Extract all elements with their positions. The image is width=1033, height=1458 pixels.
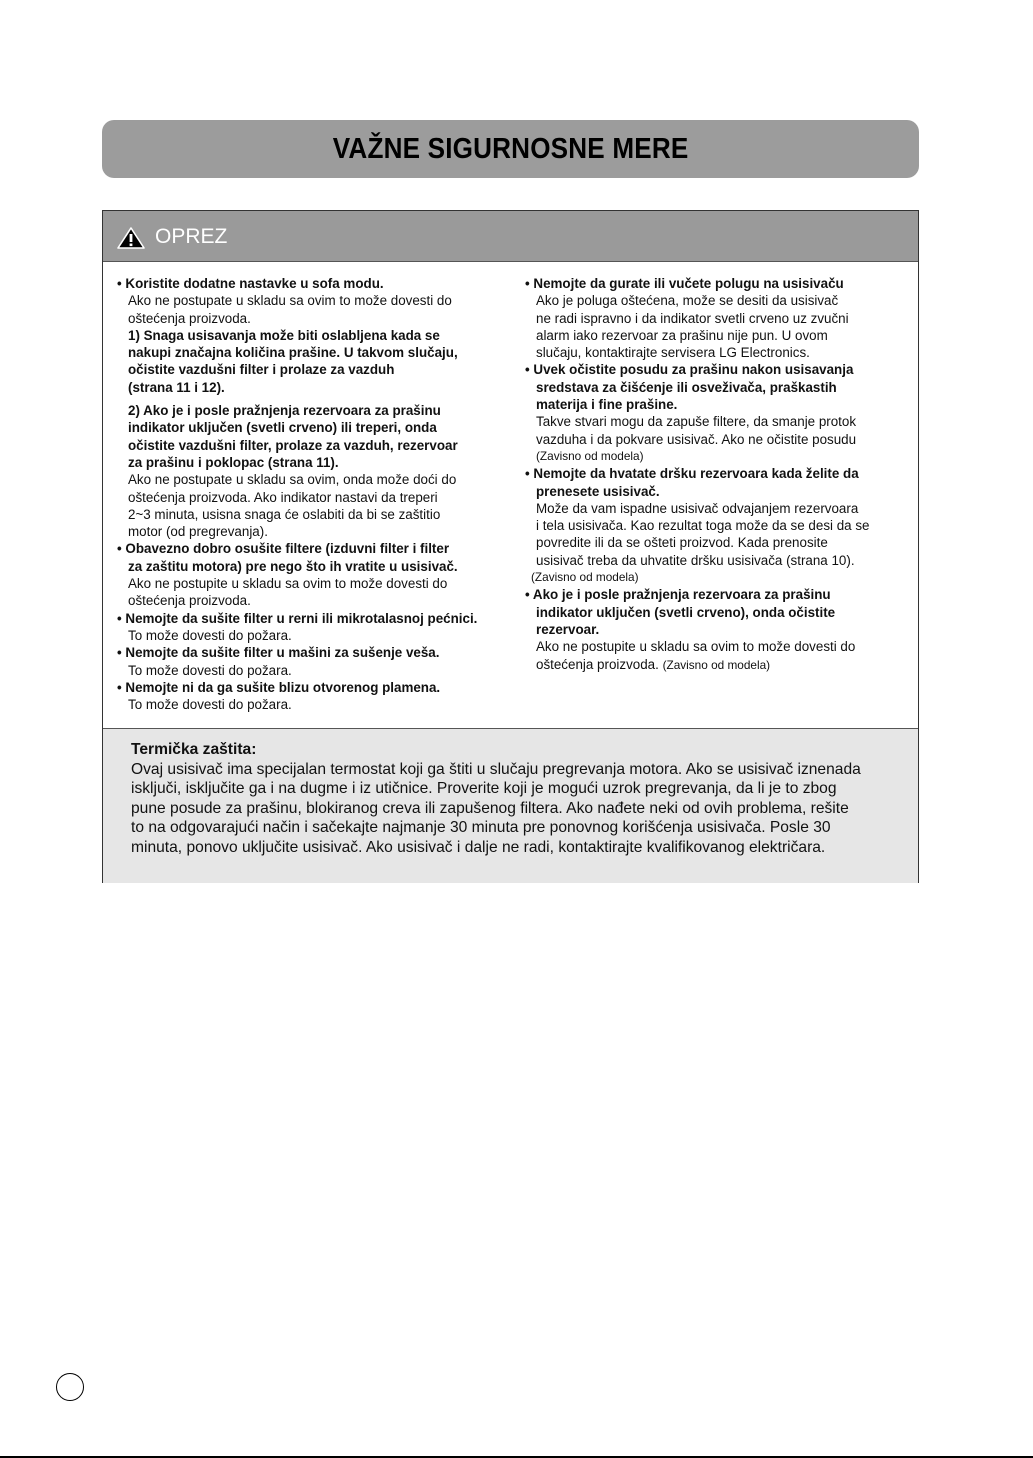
list-item-heading: materija i fine prašine. <box>536 397 678 413</box>
list-item-text: Ako ne postupate u skladu sa ovim, onda može doći do <box>128 472 457 488</box>
list-item-text: slučaju, kontaktirajte servisera LG Electronics. <box>536 345 810 361</box>
list-item-text: ne radi ispravno i da indikator svetli crveno uz zvučni <box>536 310 849 326</box>
list-item-heading: • Uvek očistite posudu za prašinu nakon usisavanja <box>525 362 854 378</box>
caution-box <box>102 210 919 883</box>
list-item-text: oštećenja proizvoda. Ako indikator nastavi da treperi <box>128 489 438 505</box>
list-item-text: To može dovesti do požara. <box>128 662 292 678</box>
list-item-text: vazduha i da pokvare usisivač. Ako ne očistite posudu <box>536 431 857 447</box>
list-item-text: 2~3 minuta, usisna snaga će oslabiti da bi se zaštitio <box>128 506 441 522</box>
list-item-heading: rezervoar. <box>536 621 600 637</box>
list-item-heading: • Obavezno dobro osušite filtere (izduvni filter i filter <box>117 541 450 557</box>
list-item-text: i tela usisivača. Kao rezultat toga može da se desi da se <box>536 518 870 534</box>
list-item-text: Ako ne postupite u skladu sa ovim to može dovesti do <box>536 639 856 655</box>
list-item-heading: • Koristite dodatne nastavke u sofa modu. <box>117 276 384 291</box>
list-item-heading: • Nemojte da sušite filter u mašini za sušenje veša. <box>117 645 440 661</box>
list-item-text-span: oštećenja proizvoda. <box>536 656 659 672</box>
thermal-text: pune posude za prašinu, blokiranog creva ili zapušenog filtera. Ako nađete neki od ovih problema, rešite <box>131 799 849 817</box>
caution-label: OPREZ <box>155 225 228 248</box>
thermal-text: to na odgovarajući način i sačekajte najmanje 30 minuta pre ponovnog korišćenja usisivača. Posle 30 <box>131 819 831 837</box>
model-note: (Zavisno od modela) <box>536 448 644 463</box>
list-item-heading: • Nemojte da sušite filter u rerni ili mikrotalasnoj pećnici. <box>117 610 478 626</box>
model-note: (Zavisno od modela) <box>531 570 639 585</box>
thermal-text: Ovaj usisivač ima specijalan termostat koji ga štiti u slučaju pregrevanja motora. Ako se usisivač iznenada <box>131 760 861 778</box>
list-item-heading: indikator uključen (svetli crveno), onda očistite <box>536 604 836 620</box>
list-item-subpoint: za prašinu i poklopac (strana 11). <box>128 454 339 470</box>
list-item-heading: • Nemojte ni da ga sušite blizu otvorenog plamena. <box>117 679 441 695</box>
page-title: VAŽNE SIGURNOSNE MERE <box>332 132 689 165</box>
caution-header <box>103 211 918 262</box>
thermal-text: isključi, isključite ga i na dugme i iz utičnice. Proverite koji je mogući uzrok pregrevanja, da li je to zbog <box>131 780 837 798</box>
list-item-text: oštećenja proizvoda. <box>128 310 251 326</box>
thermal-text: minuta, ponovo uključite usisivač. Ako usisivač i dalje ne radi, kontaktirajte kvalifikovanog električara. <box>131 838 826 856</box>
left-column <box>117 275 495 713</box>
list-item-text <box>525 656 907 674</box>
list-item-subpoint: (strana 11 i 12). <box>128 379 225 395</box>
list-item-text: oštećenja proizvoda. <box>128 593 251 609</box>
list-item-text: usisivač treba da uhvatite dršku usisivača (strana 10). <box>536 552 855 568</box>
list-item-heading: • Nemojte da gurate ili vučete polugu na usisivaču <box>525 276 844 291</box>
list-item-subpoint: 2) Ako je i posle pražnjenja rezervoara za prašinu <box>128 403 441 419</box>
list-item-text: povredite ili da se ošteti proizvod. Kada prenosite <box>536 535 828 551</box>
list-item-subpoint: očistite vazdušni filter, prolaze za vazduh, rezervoar <box>128 437 458 453</box>
list-item-heading: prenesete usisivač. <box>536 483 660 499</box>
list-item-subpoint: 1) Snaga usisavanja može biti oslabljena kada se <box>128 327 440 343</box>
warning-triangle-icon <box>117 227 145 249</box>
list-item-subpoint: nakupi značajna količina prašine. U takvom slučaju, <box>128 345 458 361</box>
list-item-text: alarm iako rezervoar za prašinu nije pun. U ovom <box>536 327 828 343</box>
list-item-text: To može dovesti do požara. <box>128 697 292 713</box>
list-item-text: To može dovesti do požara. <box>128 627 292 643</box>
list-item-subpoint: očistite vazdušni filter i prolaze za vazduh <box>128 362 395 378</box>
list-item-text: Ako je poluga oštećena, može se desiti da usisivač <box>536 293 839 309</box>
list-item-text: Može da vam ispadne usisivač odvajanjem rezervoara <box>536 500 859 516</box>
right-column <box>525 275 907 674</box>
list-item-text: Ako ne postupate u skladu sa ovim to može dovesti do <box>128 293 452 309</box>
list-item-text: Takve stvari mogu da zapuše filtere, da smanje protok <box>536 414 857 430</box>
model-note: (Zavisno od modela) <box>662 657 771 672</box>
title-banner <box>102 120 919 178</box>
list-item-text: motor (od pregrevanja). <box>128 524 268 540</box>
list-item-heading: • Nemojte da hvatate dršku rezervoara kada želite da <box>525 466 859 482</box>
list-item-subpoint: indikator uključen (svetli crveno) ili treperi, onda <box>128 420 437 436</box>
list-item-text: Ako ne postupite u skladu sa ovim to može dovesti do <box>128 576 448 592</box>
list-item-heading: • Ako je i posle pražnjenja rezervoara za prašinu <box>525 587 831 603</box>
thermal-title: Termička zaštita: <box>131 741 257 758</box>
list-item-heading: sredstava za čišćenje ili osveživača, praškastih <box>536 379 837 395</box>
thermal-protection-section <box>103 728 918 883</box>
page-number-circle <box>56 1373 84 1401</box>
list-item-heading: za zaštitu motora) pre nego što ih vratite u usisivač. <box>128 558 458 574</box>
